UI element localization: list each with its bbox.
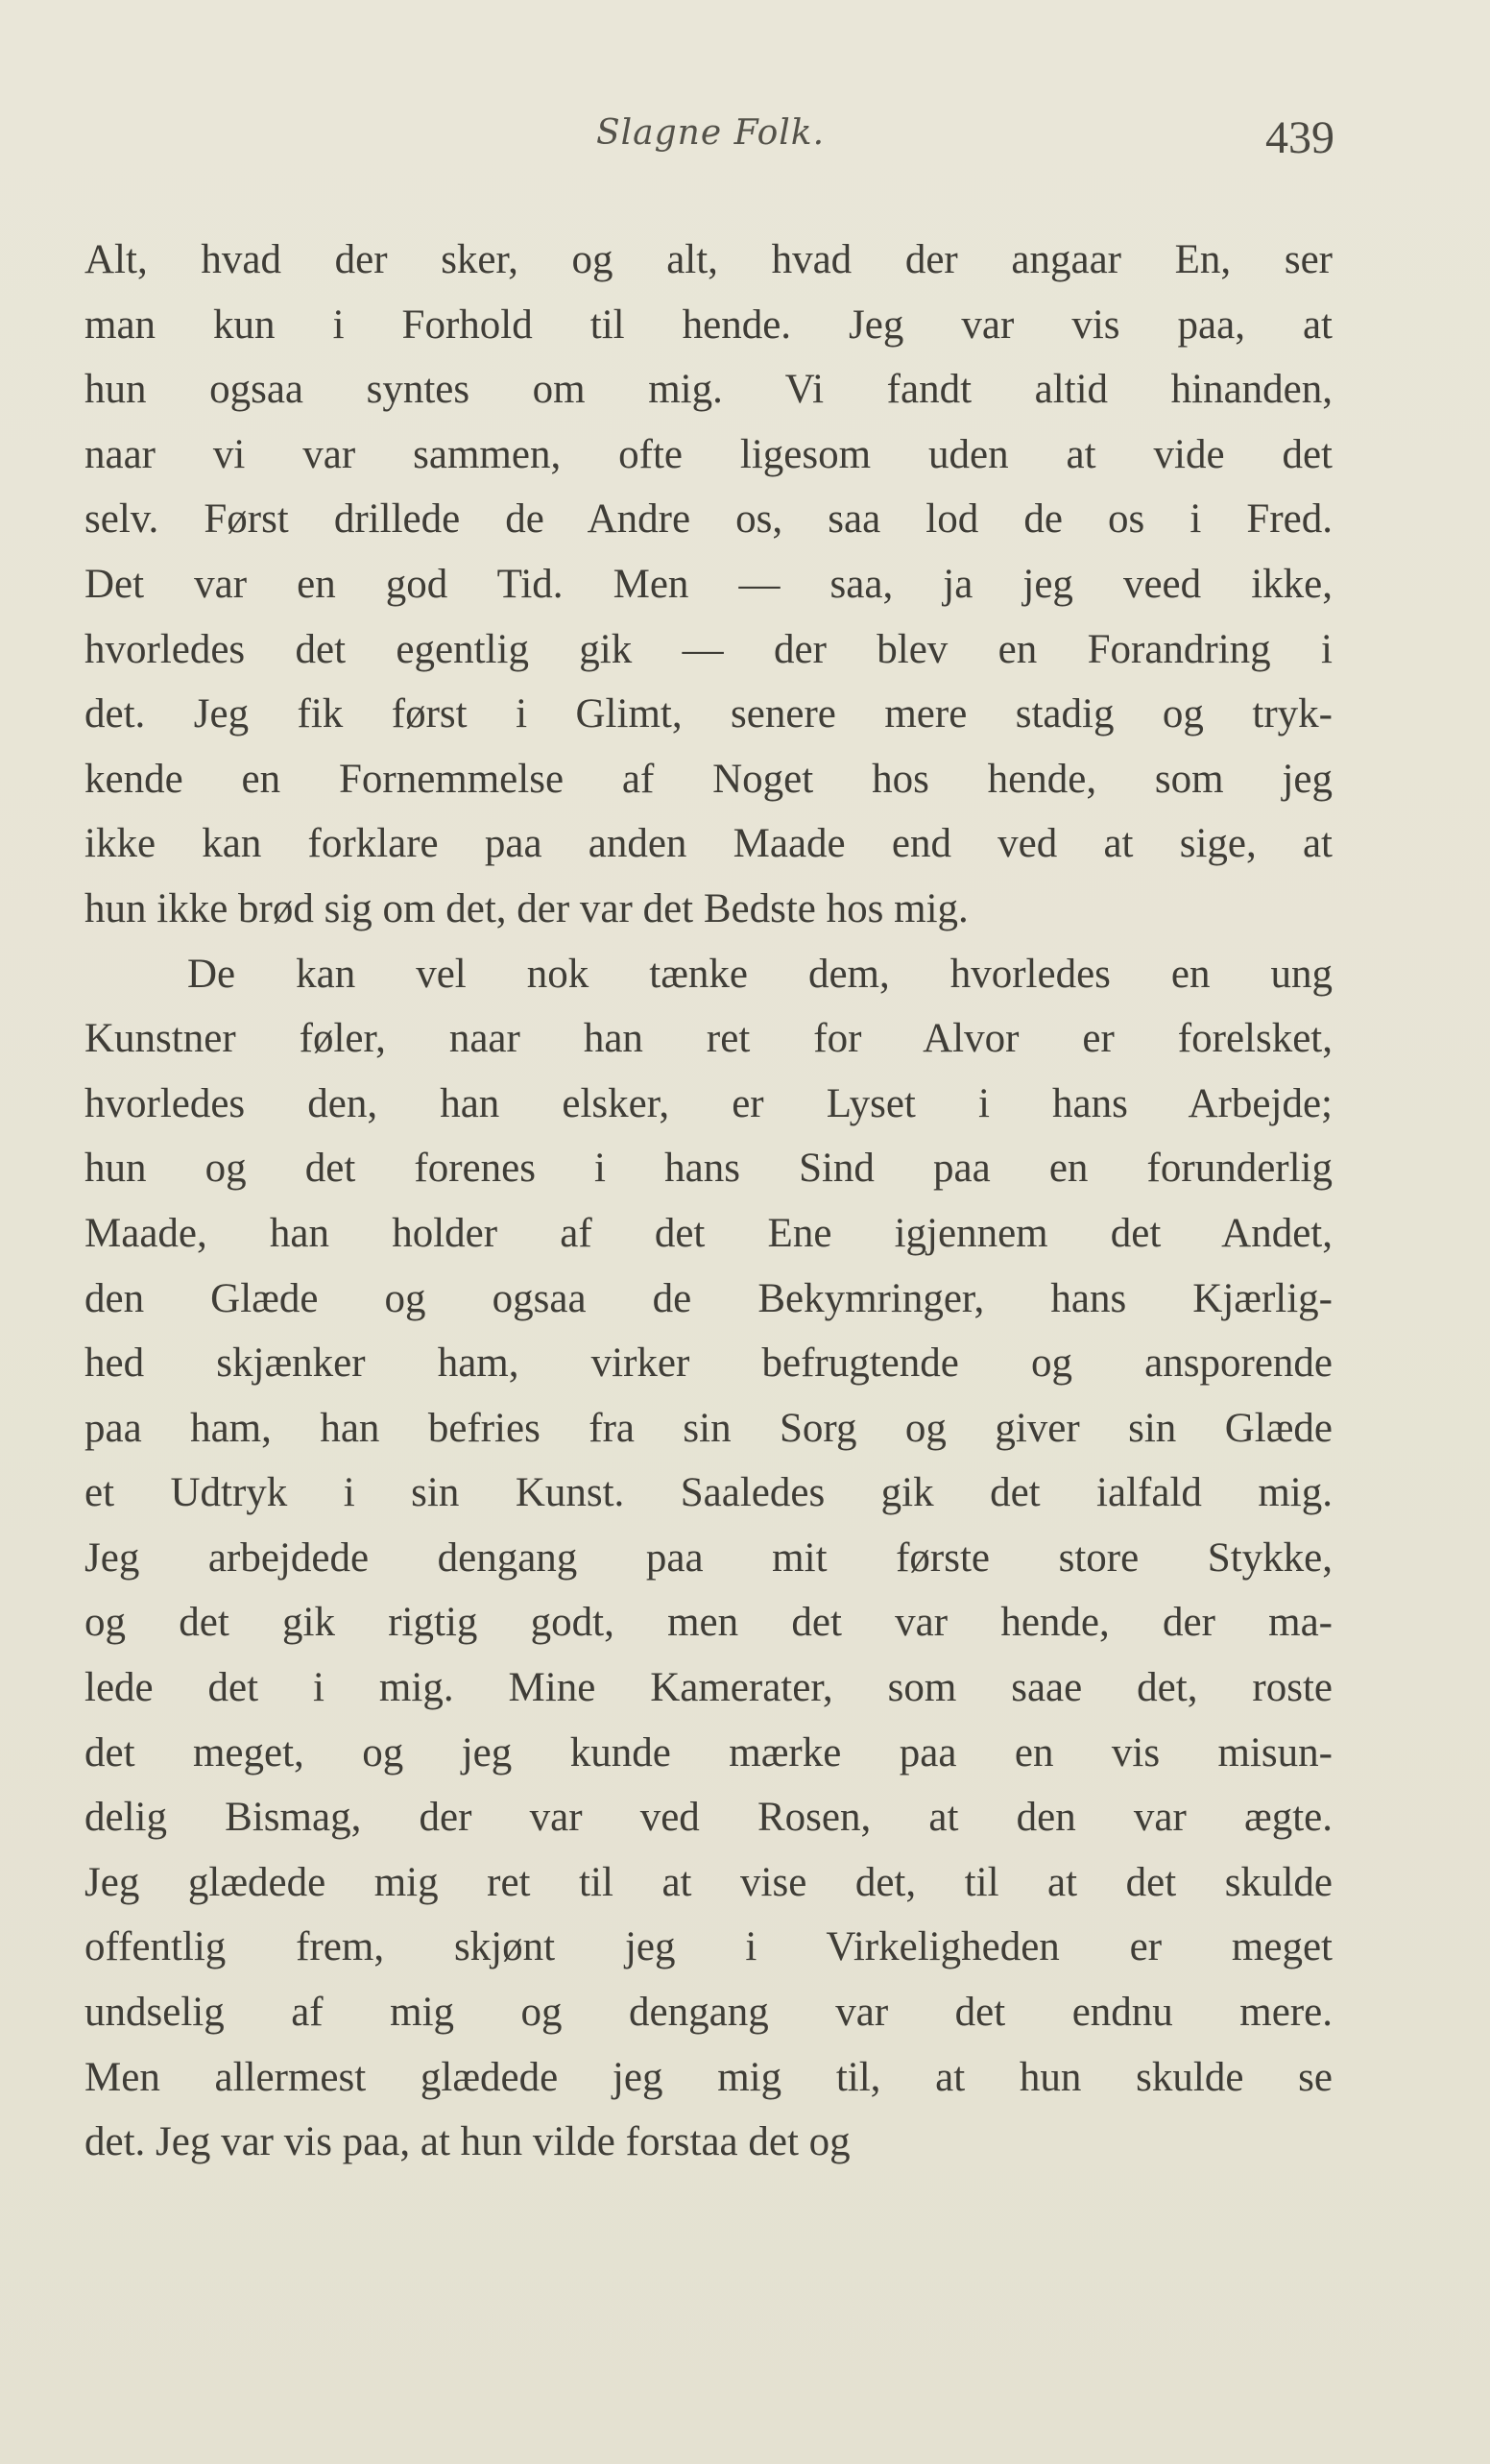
text-line: hvorledes det egentlig gik — der blev en Forandring i (84, 626, 1333, 672)
text-line: Jeg arbejdede dengang paa mit første store Stykke, (84, 1534, 1333, 1581)
text-line: et Udtryk i sin Kunst. Saaledes gik det ialfald mig. (84, 1470, 1333, 1516)
text-line: undselig af mig og dengang var det endnu mere. (84, 1990, 1333, 2036)
text-line: hun ikke brød sig om det, der var det Bedste hos mig. (84, 885, 969, 931)
text-line: De kan vel nok tænke dem, hvorledes en ung (187, 951, 1333, 997)
text-line: man kun i Forhold til hende. Jeg var vis paa, at (84, 302, 1333, 348)
text-line: offentlig frem, skjønt jeg i Virkeligheden er meget (84, 1924, 1333, 1970)
text-line: lede det i mig. Mine Kamerater, som saae det, roste (84, 1665, 1333, 1711)
text-line: hun og det forenes i hans Sind paa en forunderlig (84, 1146, 1333, 1192)
text-line: Det var en god Tid. Men — saa, ja jeg veed ikke, (84, 561, 1333, 607)
text-line: hun ogsaa syntes om mig. Vi fandt altid hinanden, (84, 367, 1333, 413)
running-title: Slagne Folk. (595, 113, 826, 153)
page-header (86, 104, 1334, 181)
text-line: kende en Fornemmelse af Noget hos hende, som jeg (84, 756, 1333, 802)
page-number: 439 (1265, 112, 1334, 163)
text-line: ikke kan forklare paa anden Maade end ved at sige, at (84, 821, 1333, 867)
text-line: og det gik rigtig godt, men det var hende, der ma- (84, 1600, 1333, 1646)
text-line: paa ham, han befries fra sin Sorg og giver sin Glæde (84, 1405, 1333, 1451)
body-text (84, 228, 1333, 2175)
text-line: det. Jeg fik først i Glimt, senere mere stadig og tryk- (84, 691, 1333, 737)
text-line: Kunstner føler, naar han ret for Alvor er forelsket, (84, 1016, 1333, 1062)
text-line: den Glæde og ogsaa de Bekymringer, hans Kjærlig- (84, 1275, 1333, 1321)
text-line: delig Bismag, der var ved Rosen, at den var ægte. (84, 1795, 1333, 1841)
text-line: hed skjænker ham, virker befrugtende og ansporende (84, 1341, 1333, 1387)
text-line: Jeg glædede mig ret til at vise det, til at det skulde (84, 1859, 1333, 1905)
text-line: Men allermest glædede jeg mig til, at hun skulde se (84, 2054, 1333, 2100)
text-line: det meget, og jeg kunde mærke paa en vis misun- (84, 1729, 1333, 1776)
text-line: Maade, han holder af det Ene igjennem det Andet, (84, 1210, 1333, 1256)
text-line: Alt, hvad der sker, og alt, hvad der angaar En, ser (84, 237, 1333, 282)
text-line: hvorledes den, han elsker, er Lyset i hans Arbejde; (84, 1080, 1333, 1126)
text-line: naar vi var sammen, ofte ligesom uden at vide det (84, 431, 1333, 477)
text-line: det. Jeg var vis paa, at hun vilde forstaa det og (84, 2119, 851, 2165)
text-line: selv. Først drillede de Andre os, saa lod de os i Fred. (84, 496, 1333, 543)
